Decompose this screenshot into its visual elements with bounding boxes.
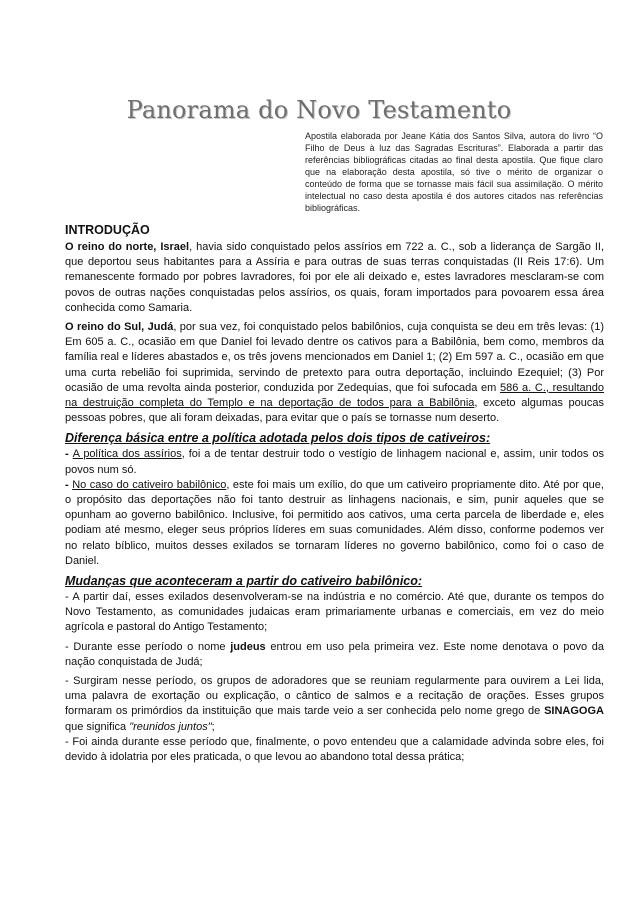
south-kingdom-text: , por sua vez, foi conquistado pelos babilônios, cuja conquista se deu em três levas: (1) Em 605 a. C., ocasião em que Daniel foi levado dentre os cativos para a Babilônia, bem como, membros da família real e líderes abastados e, os três jovens mencionados em Daniel 1; (2) Em 597 a. C., ocasião em que uma curta rebelião foi suprimida, servindo de pretexto para outra deportação, incluindo Ezequiel; (3) Por ocasião de uma revolta ainda posterior, conduzida por Zedequias, que foi sufocada em <box>65 321 604 394</box>
south-kingdom-lead: O reino do Sul, Judá <box>65 321 174 334</box>
paragraph-south-kingdom <box>65 320 604 426</box>
change-3-sinagoga: SINAGOGA <box>544 705 604 718</box>
changes-heading: Mudanças que aconteceram a partir do cativeiro babilônico: <box>65 574 423 589</box>
north-kingdom-text: , havia sido conquistado pelos assírios em 722 a. C., sob a liderança de Sargão II, que deportou seus habitantes para a Assíria e para outras de suas terras conquistadas (II Reis 17:6). Um remanescente formado por pobres lavradores, foi por ele ali deixado e, estes lavradores mesclaram-se com povos de outras nações conquistadas pelos assírios, os quais, foram importados para povoarem essa área conhecida como Samaria. <box>65 241 604 314</box>
page-title: Panorama do Novo Testamento <box>126 96 512 124</box>
north-kingdom-lead: O reino do norte, Israel <box>65 241 190 253</box>
paragraph-change-1: - A partir daí, esses exilados desenvolveram-se na indústria e no comércio. Até que, durante os tempos do Novo Testamento, as comunidades judaicas eram primariamente urbanas e comerciais, em vez do meio agrícola e pastoral do Antigo Testamento; <box>65 591 604 634</box>
paragraph-change-2 <box>65 640 604 670</box>
change-3-quote: "reunidos juntos" <box>129 720 212 733</box>
difference-heading: Diferença básica entre a política adotada pelos dois tipos de cativeiros: <box>65 431 491 446</box>
paragraph-assyrian-policy <box>65 447 604 477</box>
babylonian-text: , este foi mais um exílio, do que um cativeiro propriamente dito. Até por que, o propósito das deportações não foi tanto destruir as linhagens nacionais, e sim, punir aqueles que se opunham ao governo babilônico. Inclusive, foi permitido aos cativos, uma certa parcela de liberdade e, eles podiam até mesmo, eleger seus próprios líderes em suas comunidades. Além disso, conforme podemos ver no relato bíblico, muitos desses exilados se tornaram líderes no governo babilônico, como foi o caso de Daniel. <box>65 478 604 567</box>
paragraph-babylonian-policy <box>65 478 604 569</box>
paragraph-change-4: - Foi ainda durante esse período que, finalmente, o povo entendeu que a calamidade advinda sobre eles, foi devido à idolatria por eles praticada, o que levou ao abandono total dessa prática; <box>65 735 604 764</box>
change-2-judeus: judeus <box>230 640 266 653</box>
change-3-e: ; <box>211 720 215 733</box>
assyrian-dash: - <box>65 448 73 461</box>
document-body <box>65 222 604 769</box>
paragraph-change-3 <box>65 674 604 735</box>
paragraph-north-kingdom <box>65 240 604 316</box>
change-2-a: - Durante esse período o nome <box>65 640 231 653</box>
south-kingdom-underline: 586 a. C., resultando na destruição completa do Templo e na deportação de todos para a Babilônia <box>65 381 605 410</box>
assyrian-text: , foi a de tentar destruir todo o vestígio de linhagem nacional e, assim, unir todos os povos num só. <box>65 448 604 476</box>
babylonian-underline: No caso do cativeiro babilônico <box>72 478 227 491</box>
change-3-a: - Surgiram nesse período, os grupos de adoradores que se reuniam regularmente para ouvirem a Lei lida, uma palavra de exortação ou explicação, o cântico de salmos e a recitação de orações. Esses grupos formaram os primórdios da instituição que mais tarde veio a ser conhecida pelo nome grego de <box>65 675 604 718</box>
change-3-c: que significa <box>65 720 130 733</box>
intro-heading: INTRODUÇÃO <box>65 223 150 237</box>
assyrian-underline: A política dos assírios <box>72 448 182 461</box>
change-2-c: entrou em uso pela primeira vez. Este nome denotava o povo da nação conquistada de Judá; <box>65 640 605 668</box>
author-note: Apostila elaborada por Jeane Kátia dos Santos Silva, autora do livro “O Filho de Deus à luz das Sagradas Escrituras”. Elaborada a partir das referências bibliográficas citadas ao final desta apostila. Que fique claro que na elaboração desta apostila, só tive o mérito de organizar o conteúdo de forma que se tornasse mais fácil sua assimilação. O mérito intelectual no caso desta apostila é dos autores citados nas referências bibliográficas. <box>305 131 603 213</box>
babylonian-dash: - <box>65 478 73 491</box>
south-kingdom-tail: , exceto algumas poucas pessoas pobres, que ali foram deixadas, para evitar que o país se tornasse num deserto. <box>65 397 604 425</box>
